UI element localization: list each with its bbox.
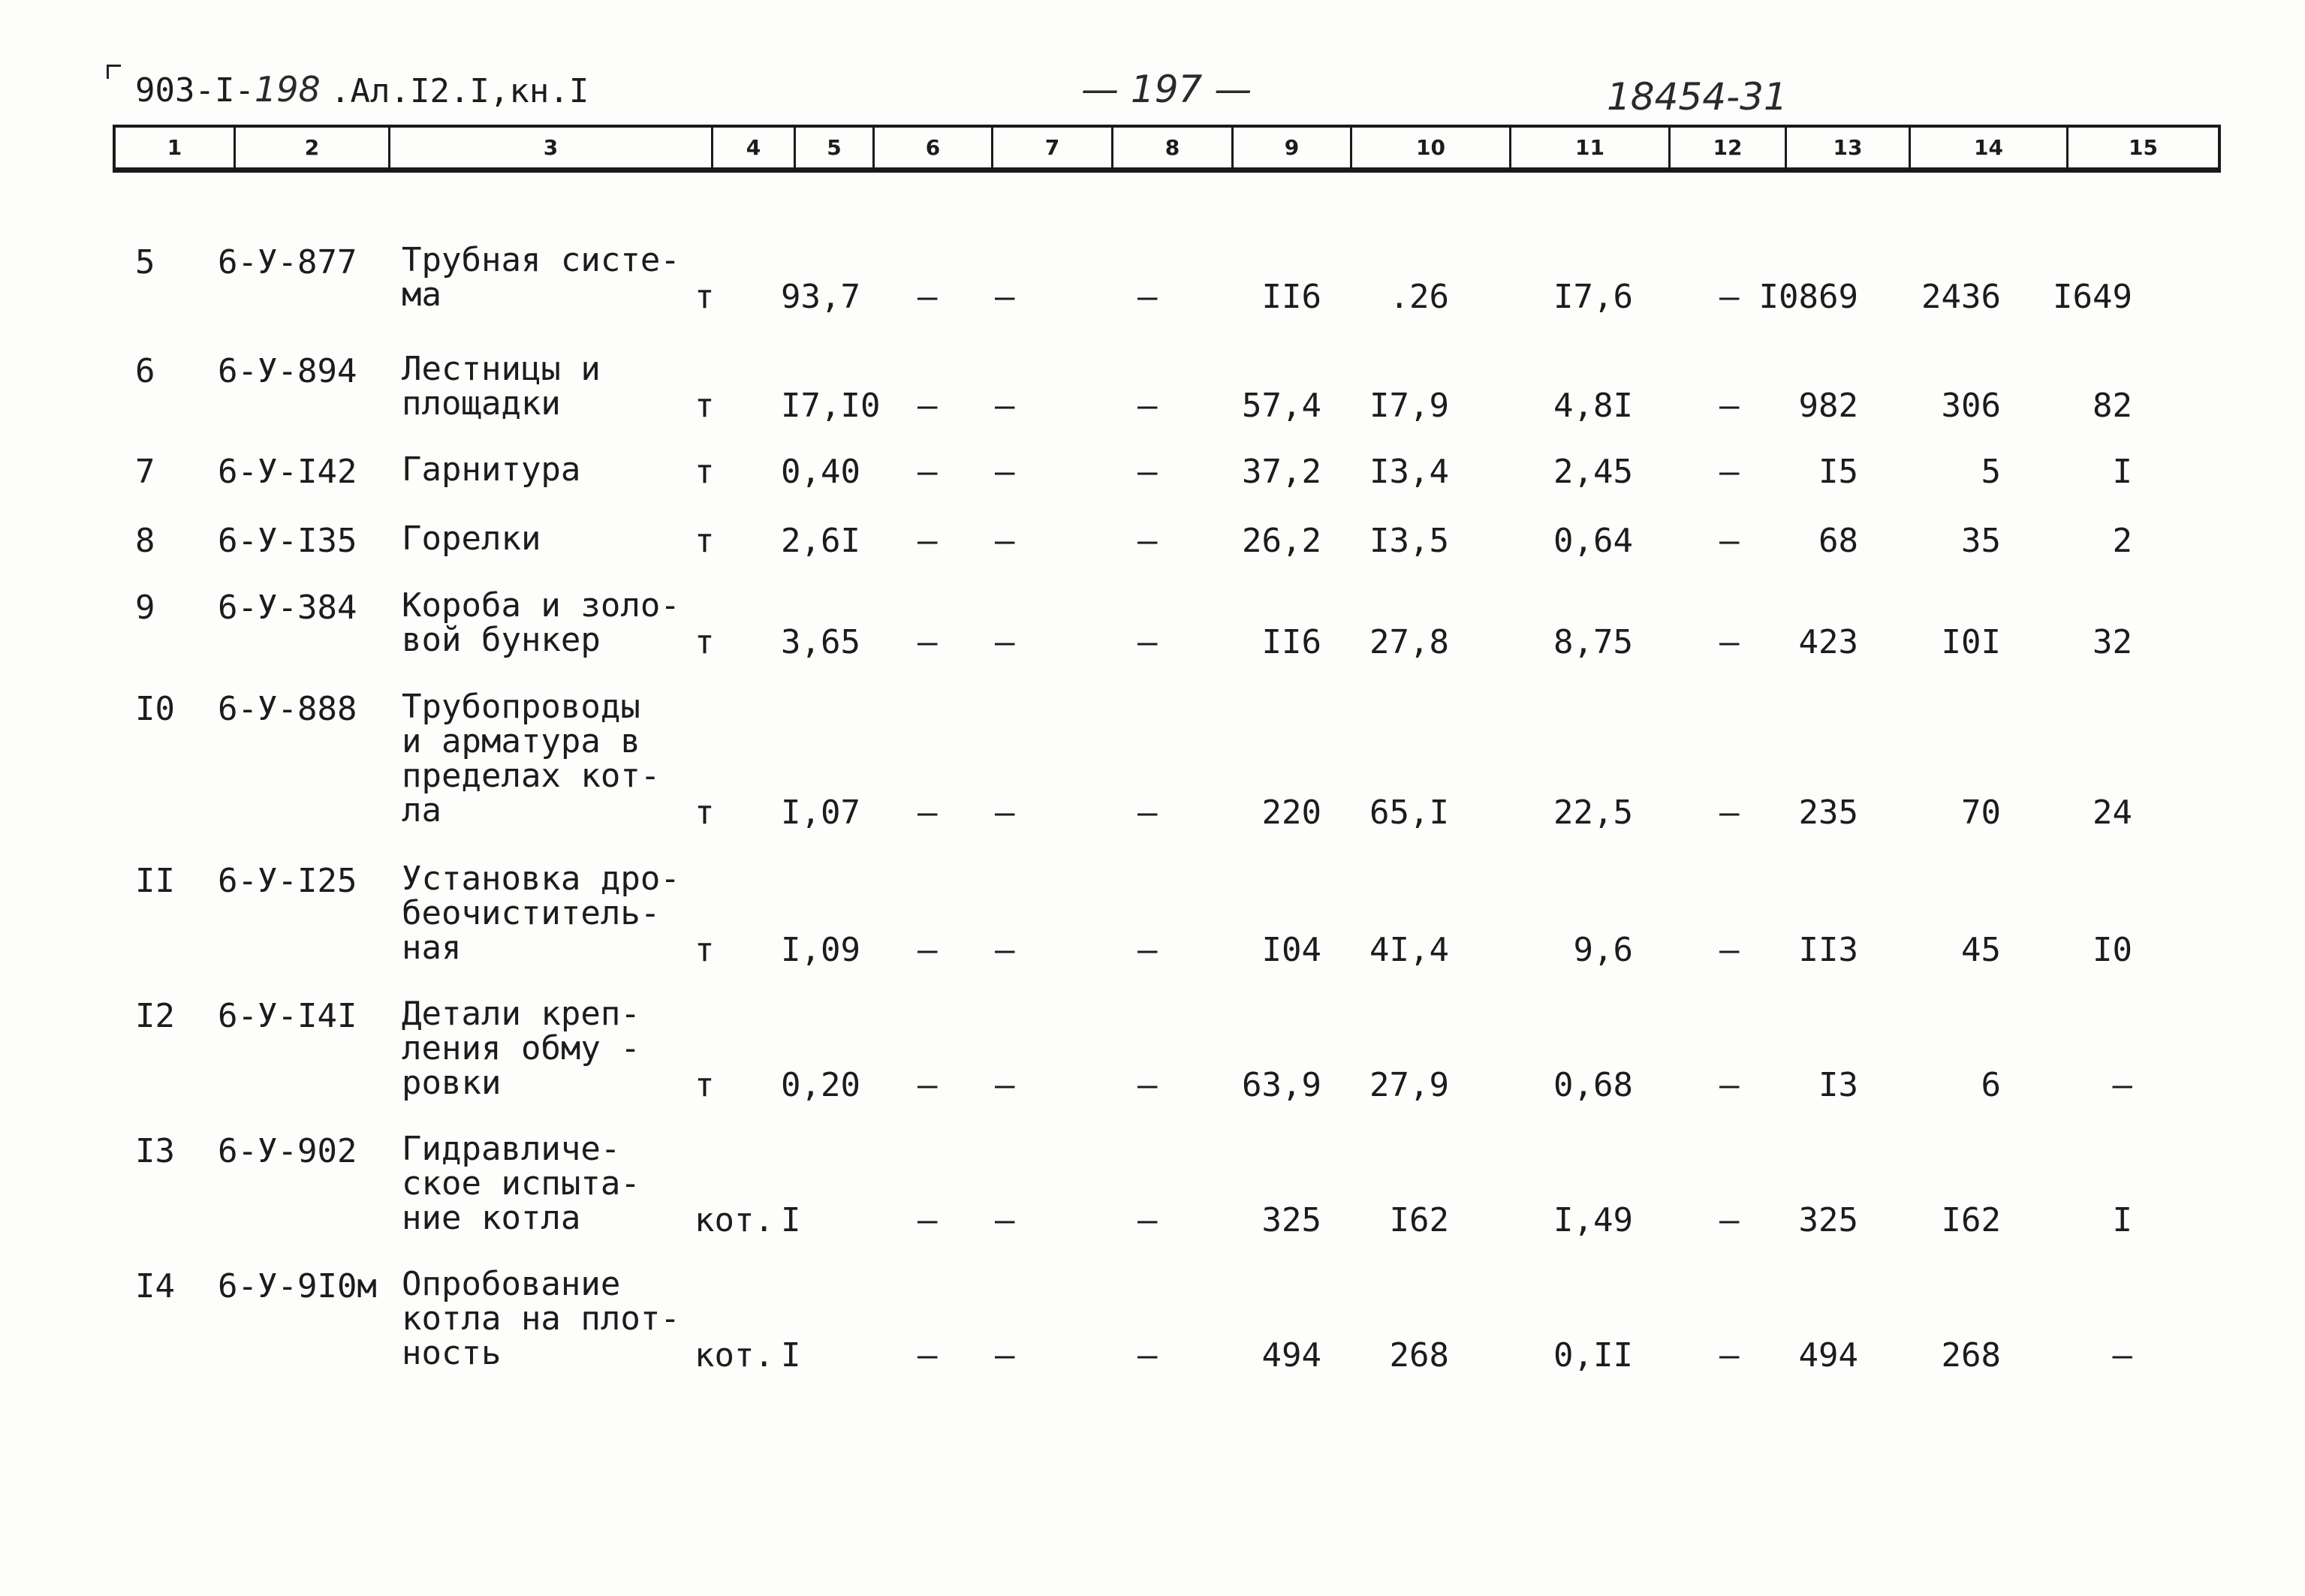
cell-c8: – (1137, 1201, 1158, 1239)
document-code-prefix: 903-I- (135, 71, 255, 110)
cell-unit: т (695, 453, 715, 491)
cell-c8: – (1137, 522, 1158, 560)
work-name-line: ла (402, 791, 441, 830)
work-name (402, 450, 581, 489)
cell-c15: – (2112, 1066, 2132, 1104)
work-name-line: Детали креп- (402, 995, 640, 1033)
cell-c5: 93,7 (781, 278, 860, 316)
row-number: 8 (135, 522, 155, 560)
cell-c13: I3 (1818, 1066, 1858, 1104)
work-name-line: вой бункер (402, 621, 601, 659)
cell-c13: II3 (1798, 931, 1858, 969)
cell-c5: I,09 (781, 931, 860, 969)
column-header-3: 3 (390, 128, 713, 167)
cell-c7: – (995, 1066, 1015, 1104)
cell-c9: 220 (1261, 793, 1321, 832)
column-header-2: 2 (236, 128, 390, 167)
cell-c13: I0869 (1758, 278, 1858, 316)
work-name (402, 862, 680, 965)
cell-c15: I0 (2093, 931, 2132, 969)
work-name-line: площадки (402, 384, 561, 423)
cell-c8: – (1137, 623, 1158, 661)
price-code: 6-У-I4I (218, 997, 357, 1035)
work-name-line: Гарнитура (402, 450, 581, 489)
cell-c11: 0,64 (1553, 522, 1633, 560)
cell-c5: 0,20 (781, 1066, 860, 1104)
cell-c5: 2,6I (781, 522, 860, 560)
cell-c7: – (995, 387, 1015, 425)
column-header-12: 12 (1671, 128, 1787, 167)
cell-unit: т (695, 1066, 715, 1104)
row-number: I2 (135, 997, 175, 1035)
cell-c9: I04 (1261, 931, 1321, 969)
work-name (402, 352, 601, 421)
cell-c14: 306 (1941, 387, 2001, 425)
column-header-8: 8 (1113, 128, 1234, 167)
cell-c6: – (917, 522, 938, 560)
cell-c12: – (1719, 931, 1740, 969)
column-header-13: 13 (1787, 128, 1911, 167)
cell-c14: 2436 (1921, 278, 2001, 316)
page-number: — 197 — (1081, 68, 1252, 111)
work-name-line: Трубопроводы (402, 688, 640, 726)
cell-c14: 6 (1981, 1066, 2001, 1104)
column-header-5: 5 (796, 128, 875, 167)
cell-c10: 65,I (1369, 793, 1449, 832)
cell-c14: I62 (1941, 1201, 2001, 1239)
cell-unit: т (695, 278, 715, 316)
cell-unit: кот. (695, 1336, 774, 1375)
cell-c5: I,07 (781, 793, 860, 832)
cell-unit: кот. (695, 1201, 774, 1239)
work-name (402, 690, 660, 828)
work-name-line: ровки (402, 1064, 502, 1102)
work-name (402, 243, 680, 312)
cell-c11: 4,8I (1553, 387, 1633, 425)
column-header-10: 10 (1352, 128, 1511, 167)
work-name (402, 1132, 640, 1236)
price-code: 6-У-888 (218, 690, 357, 728)
row-number: I3 (135, 1132, 175, 1170)
cell-c12: – (1719, 278, 1740, 316)
cell-c9: 494 (1261, 1336, 1321, 1375)
cell-c9: II6 (1261, 623, 1321, 661)
cell-c8: – (1137, 1066, 1158, 1104)
cell-c15: 82 (2093, 387, 2132, 425)
cell-c14: 268 (1941, 1336, 2001, 1375)
work-name-line: ма (402, 276, 441, 314)
cell-c8: – (1137, 278, 1158, 316)
price-code: 6-У-9I0м (218, 1267, 377, 1305)
cell-c15: I (2112, 1201, 2132, 1239)
cell-c7: – (995, 931, 1015, 969)
work-name (402, 586, 680, 659)
work-name-line: беочиститель- (402, 894, 661, 932)
work-name-line: Гидравличе- (402, 1130, 621, 1168)
cell-c7: – (995, 453, 1015, 491)
column-header-11: 11 (1511, 128, 1671, 167)
cell-c11: 0,68 (1553, 1066, 1633, 1104)
document-code (135, 69, 321, 110)
cell-c5: I7,I0 (781, 387, 881, 425)
column-header-7: 7 (993, 128, 1113, 167)
cell-c13: 235 (1798, 793, 1858, 832)
work-name-line: Лестницы и (402, 350, 601, 388)
cell-c12: – (1719, 387, 1740, 425)
cell-c6: – (917, 387, 938, 425)
cell-c6: – (917, 453, 938, 491)
price-code: 6-У-I42 (218, 453, 357, 491)
cell-c6: – (917, 278, 938, 316)
price-code: 6-У-I35 (218, 522, 357, 560)
row-number: 9 (135, 589, 155, 627)
document-suffix: .Ал.I2.I,кн.I (330, 72, 589, 110)
cell-c14: 45 (1961, 931, 2001, 969)
row-number: I4 (135, 1267, 175, 1305)
work-name (402, 1267, 680, 1371)
work-name-line: ления обму - (402, 1029, 640, 1068)
work-name (402, 997, 640, 1101)
cell-c12: – (1719, 1336, 1740, 1375)
cell-c5: 3,65 (781, 623, 860, 661)
cell-c13: I5 (1818, 453, 1858, 491)
cell-c10: 27,9 (1369, 1066, 1449, 1104)
work-name-line: Горелки (402, 519, 541, 558)
cell-unit: т (695, 931, 715, 969)
cell-c7: – (995, 1336, 1015, 1375)
cell-c11: 9,6 (1573, 931, 1633, 969)
cell-c8: – (1137, 453, 1158, 491)
cell-c12: – (1719, 623, 1740, 661)
column-header-1: 1 (116, 128, 236, 167)
column-header-9: 9 (1234, 128, 1352, 167)
column-header-row (113, 125, 2221, 173)
cell-c8: – (1137, 1336, 1158, 1375)
cell-unit: т (695, 793, 715, 832)
cell-c12: – (1719, 1201, 1740, 1239)
cell-c6: – (917, 1201, 938, 1239)
cell-c14: I0I (1941, 623, 2001, 661)
inventory-number: 18454-31 (1607, 75, 1788, 119)
cell-c13: 982 (1798, 387, 1858, 425)
work-name-line: ность (402, 1334, 502, 1372)
cell-c8: – (1137, 793, 1158, 832)
cell-c9: 26,2 (1242, 522, 1321, 560)
price-code: 6-У-902 (218, 1132, 357, 1170)
cell-c15: 32 (2093, 623, 2132, 661)
work-name-line: ское испыта- (402, 1164, 640, 1203)
cell-c12: – (1719, 522, 1740, 560)
row-number: 6 (135, 352, 155, 390)
cell-c6: – (917, 1336, 938, 1375)
cell-c11: 2,45 (1553, 453, 1633, 491)
column-header-4: 4 (713, 128, 796, 167)
cell-c15: – (2112, 1336, 2132, 1375)
cell-c7: – (995, 522, 1015, 560)
cell-c6: – (917, 793, 938, 832)
cell-c6: – (917, 931, 938, 969)
column-header-14: 14 (1911, 128, 2068, 167)
work-name-line: Установка дро- (402, 860, 680, 898)
corner-mark (107, 65, 121, 79)
work-name-line: Опробование (402, 1265, 621, 1303)
cell-c9: 63,9 (1242, 1066, 1321, 1104)
cell-c10: 4I,4 (1369, 931, 1449, 969)
row-number: 5 (135, 243, 155, 282)
cell-c6: – (917, 1066, 938, 1104)
cell-c15: I649 (2053, 278, 2132, 316)
cell-c9: II6 (1261, 278, 1321, 316)
column-header-6: 6 (875, 128, 993, 167)
row-number: 7 (135, 453, 155, 491)
cell-c11: 8,75 (1553, 623, 1633, 661)
cell-c13: 423 (1798, 623, 1858, 661)
work-name-line: Короба и золо- (402, 586, 680, 625)
cell-c12: – (1719, 1066, 1740, 1104)
work-name-line: котла на плот- (402, 1299, 680, 1338)
price-code: 6-У-I25 (218, 862, 357, 900)
cell-c10: I7,9 (1369, 387, 1449, 425)
document-code-handwritten: 198 (254, 69, 321, 110)
cell-c7: – (995, 793, 1015, 832)
cell-c10: 27,8 (1369, 623, 1449, 661)
cell-c9: 57,4 (1242, 387, 1321, 425)
cell-c13: 68 (1818, 522, 1858, 560)
cell-c7: – (995, 623, 1015, 661)
cell-c12: – (1719, 453, 1740, 491)
cell-c11: I,49 (1553, 1201, 1633, 1239)
cell-c13: 325 (1798, 1201, 1858, 1239)
cell-c14: 70 (1961, 793, 2001, 832)
cell-unit: т (695, 522, 715, 560)
row-number: II (135, 862, 175, 900)
price-code: 6-У-877 (218, 243, 357, 282)
cell-c7: – (995, 278, 1015, 316)
cell-c5: 0,40 (781, 453, 860, 491)
cell-c10: I3,4 (1369, 453, 1449, 491)
cell-unit: т (695, 387, 715, 425)
cell-c11: 22,5 (1553, 793, 1633, 832)
cell-c14: 5 (1981, 453, 2001, 491)
cell-c12: – (1719, 793, 1740, 832)
cell-c5: I (781, 1336, 801, 1375)
cell-c10: I62 (1389, 1201, 1449, 1239)
cell-c9: 37,2 (1242, 453, 1321, 491)
work-name-line: Трубная систе- (402, 241, 680, 279)
cell-c13: 494 (1798, 1336, 1858, 1375)
cell-c6: – (917, 623, 938, 661)
cell-unit: т (695, 623, 715, 661)
cell-c15: 24 (2093, 793, 2132, 832)
work-name-line: и арматура в (402, 722, 640, 760)
column-header-15: 15 (2129, 135, 2158, 160)
price-code: 6-У-894 (218, 352, 357, 390)
row-number: I0 (135, 690, 175, 728)
cell-c8: – (1137, 387, 1158, 425)
cell-c14: 35 (1961, 522, 2001, 560)
cell-c9: 325 (1261, 1201, 1321, 1239)
work-name-line: ние котла (402, 1199, 581, 1237)
cell-c15: 2 (2112, 522, 2132, 560)
cell-c11: I7,6 (1553, 278, 1633, 316)
cell-c10: I3,5 (1369, 522, 1449, 560)
cell-c10: .26 (1389, 278, 1449, 316)
work-name-line: ная (402, 929, 462, 967)
cell-c5: I (781, 1201, 801, 1239)
cell-c8: – (1137, 931, 1158, 969)
work-name-line: пределах кот- (402, 757, 661, 795)
cell-c10: 268 (1389, 1336, 1449, 1375)
cell-c15: I (2112, 453, 2132, 491)
price-code: 6-У-384 (218, 589, 357, 627)
cell-c7: – (995, 1201, 1015, 1239)
cell-c11: 0,II (1553, 1336, 1633, 1375)
work-name (402, 519, 541, 558)
